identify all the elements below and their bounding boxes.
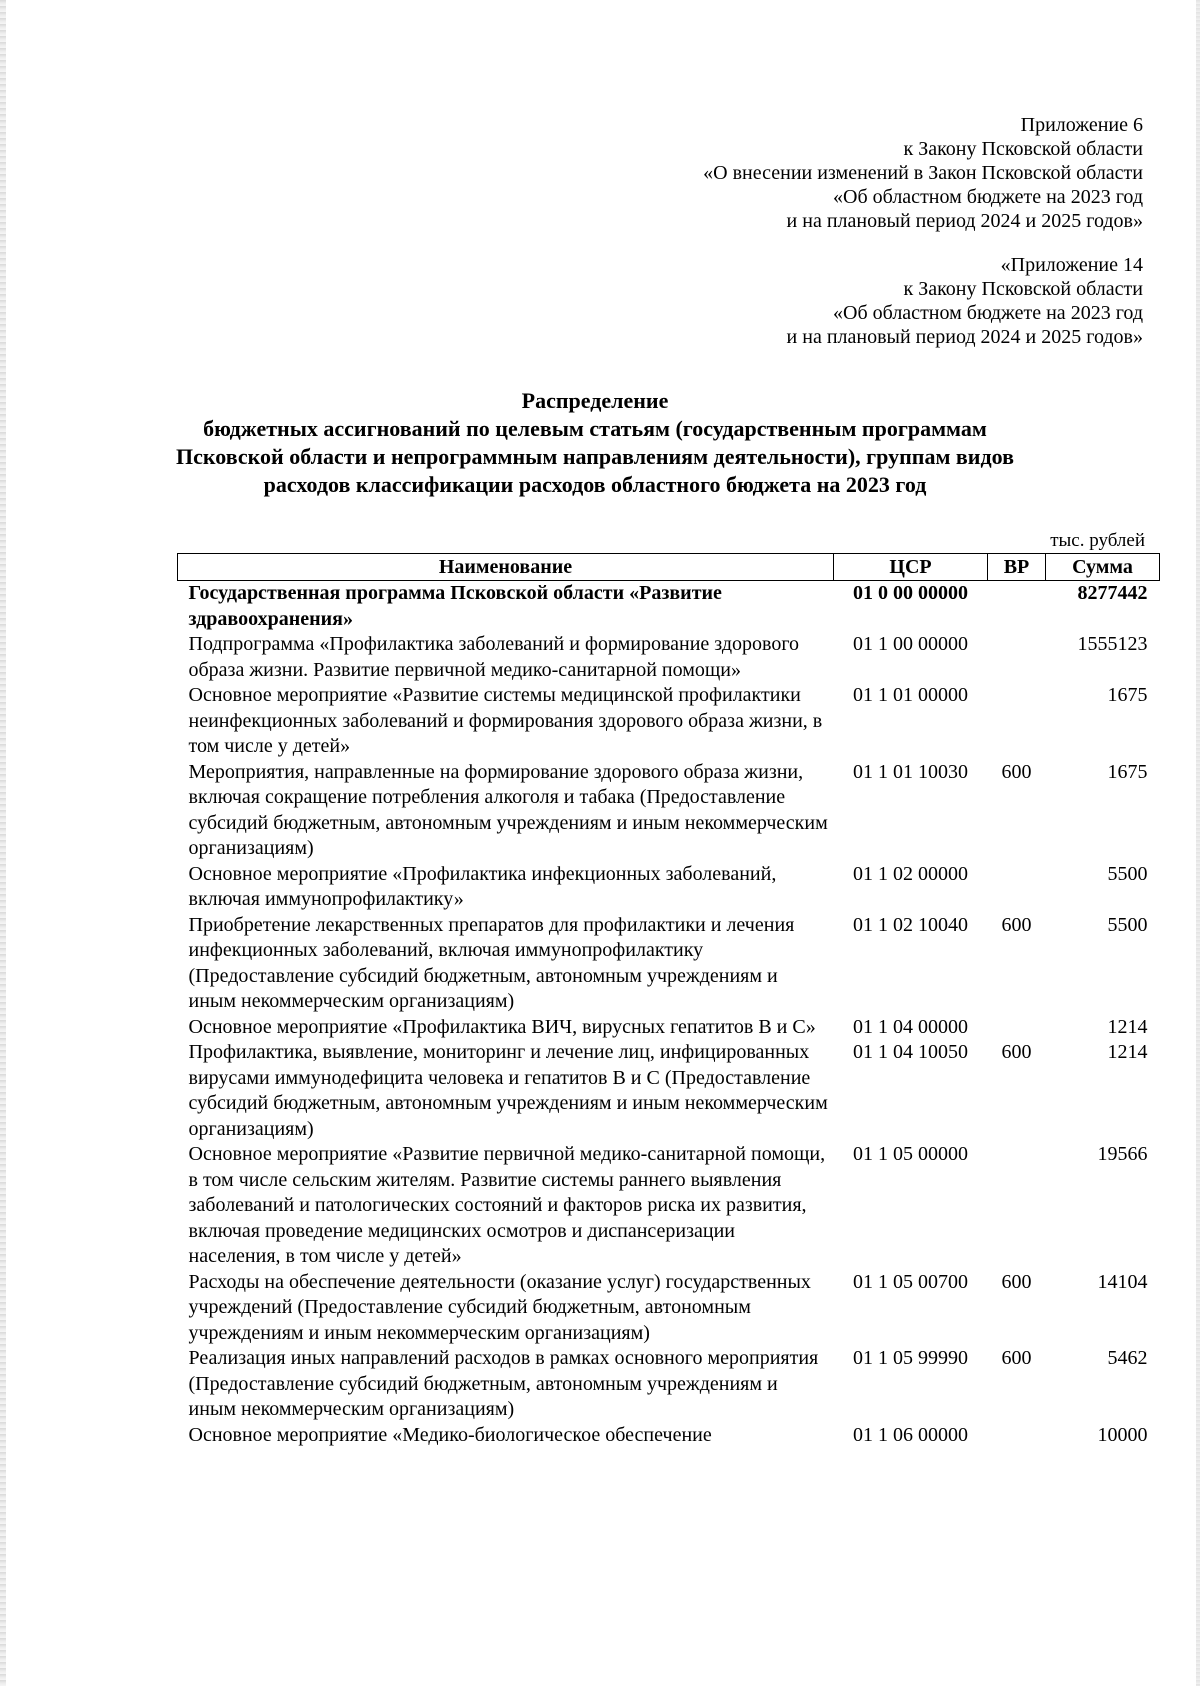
row-csr: 01 1 05 99990 xyxy=(853,1347,968,1369)
row-csr: 01 1 01 00000 xyxy=(853,684,968,706)
row-sum: 5500 xyxy=(1107,913,1148,936)
row-sum: 8277442 xyxy=(1077,582,1148,604)
row-sum: 1214 xyxy=(1107,1041,1148,1063)
table-body xyxy=(178,581,1160,1449)
row-csr: 01 1 04 10050 xyxy=(853,1041,968,1063)
row-sum: 1214 xyxy=(1107,1015,1148,1038)
appendix-line: и на плановый период 2024 и 2025 годов» xyxy=(786,210,1143,232)
header-csr: ЦСР xyxy=(834,554,988,581)
row-name: Приобретение лекарственных препаратов для профилактики и лечения инфекционных заболеваний, включая иммунопрофилактику (Предоставление субсидий бюджетным, автономным учреждениям и иным некоммерческим организациям) xyxy=(188,913,795,1012)
scan-edge-right xyxy=(1196,0,1200,1686)
row-name: Основное мероприятие «Профилактика инфекционных заболеваний, включая иммунопрофилактику» xyxy=(188,862,777,910)
row-name: Государственная программа Псковской области «Развитие здравоохранения» xyxy=(188,582,722,630)
row-vr xyxy=(988,1015,1046,1041)
title-line: Псковской области и непрограммным направлениям деятельности), группам видов xyxy=(176,444,1014,469)
table-row xyxy=(178,862,1160,913)
row-csr: 01 1 05 00700 xyxy=(853,1270,968,1293)
header-sum: Сумма xyxy=(1046,554,1160,581)
table-row xyxy=(178,1015,1160,1041)
row-name: Основное мероприятие «Медико-биологическое обеспечение xyxy=(188,1423,712,1446)
row-name: Основное мероприятие «Развитие первичной медико-санитарной помощи, в том числе сельским жителям. Развитие системы раннего выявления заболеваний и патологических состояний и факторов риска их развития, включая проведение медицинских осмотров и диспансеризации населения, в том числе у детей» xyxy=(188,1143,826,1267)
row-vr xyxy=(988,862,1046,913)
row-sum: 19566 xyxy=(1097,1143,1148,1165)
row-name: Расходы на обеспечение деятельности (оказание услуг) государственных учреждений (Предоставление субсидий бюджетным, автономным учреждениям и иным некоммерческим организациям) xyxy=(188,1270,811,1344)
appendix-header xyxy=(583,113,1143,233)
row-vr xyxy=(988,581,1046,633)
row-vr xyxy=(988,683,1046,760)
row-csr: 01 1 02 00000 xyxy=(853,862,968,885)
row-name: Реализация иных направлений расходов в рамках основного мероприятия (Предоставление субсидий бюджетным, автономным учреждениям и иным некоммерческим организациям) xyxy=(188,1347,819,1420)
row-sum: 5500 xyxy=(1107,862,1148,885)
title-line: расходов классификации расходов областного бюджета на 2023 год xyxy=(263,472,927,497)
appendix-line: к Закону Псковской области xyxy=(903,138,1143,160)
row-vr: 600 xyxy=(1001,1270,1032,1293)
original-appendix-line: и на плановый период 2024 и 2025 годов» xyxy=(786,326,1143,348)
appendix-line: «О внесении изменений в Закон Псковской области xyxy=(703,162,1143,184)
title-line: бюджетных ассигнований по целевым статьям (государственным программам xyxy=(203,416,987,441)
title-line: Распределение xyxy=(521,388,669,413)
document-title xyxy=(170,387,1020,499)
row-name: Основное мероприятие «Профилактика ВИЧ, вирусных гепатитов В и С» xyxy=(188,1015,816,1038)
table-row xyxy=(178,683,1160,760)
row-vr: 600 xyxy=(1001,1041,1032,1063)
header-vr: ВР xyxy=(988,554,1046,581)
scan-edge-left xyxy=(0,0,6,1686)
table-row xyxy=(178,632,1160,683)
row-sum: 1675 xyxy=(1107,684,1148,706)
appendix-line: Приложение 6 xyxy=(1020,114,1143,136)
appendix-line: «Об областном бюджете на 2023 год xyxy=(833,186,1143,208)
budget-table xyxy=(177,553,1160,1448)
row-name: Профилактика, выявление, мониторинг и лечение лиц, инфицированных вирусами иммунодефицита человека и гепатитов В и С (Предоставление субсидий бюджетным, автономным учреждениям и иным некоммерческим организациям) xyxy=(188,1041,828,1140)
row-csr: 01 1 02 10040 xyxy=(853,913,968,936)
row-vr xyxy=(988,1142,1046,1270)
row-vr: 600 xyxy=(1001,760,1032,783)
table-row xyxy=(178,760,1160,862)
table-row xyxy=(178,1270,1160,1347)
table-row xyxy=(178,1346,1160,1423)
row-vr: 600 xyxy=(1001,1347,1032,1369)
row-vr xyxy=(988,632,1046,683)
row-name: Подпрограмма «Профилактика заболеваний и формирование здорового образа жизни. Развитие первичной медико-санитарной помощи» xyxy=(188,633,800,681)
row-csr: 01 1 04 00000 xyxy=(853,1015,968,1038)
row-name: Мероприятия, направленные на формирование здорового образа жизни, включая сокращение потребления алкоголя и табака (Предоставление субсидий бюджетным, автономным учреждениям и иным некоммерческим организациям) xyxy=(188,760,828,859)
table-row xyxy=(178,1040,1160,1142)
table-row xyxy=(178,913,1160,1015)
row-csr: 01 1 00 00000 xyxy=(853,633,968,655)
header-name: Наименование xyxy=(178,554,834,581)
row-vr: 600 xyxy=(1001,913,1032,936)
row-sum: 1555123 xyxy=(1077,633,1148,655)
table-row xyxy=(178,1423,1160,1449)
original-appendix-line: «Приложение 14 xyxy=(1000,254,1143,276)
table-row xyxy=(178,1142,1160,1270)
row-sum: 10000 xyxy=(1097,1423,1148,1446)
row-name: Основное мероприятие «Развитие системы медицинской профилактики неинфекционных заболеваний и формирования здорового образа жизни, в том числе у детей» xyxy=(188,684,823,757)
row-sum: 14104 xyxy=(1097,1270,1148,1293)
row-csr: 01 1 01 10030 xyxy=(853,760,968,783)
units-label: тыс. рублей xyxy=(1050,530,1145,551)
row-csr: 01 0 00 00000 xyxy=(853,582,968,604)
table-row xyxy=(178,581,1160,633)
row-sum: 1675 xyxy=(1107,760,1148,783)
row-csr: 01 1 06 00000 xyxy=(853,1423,968,1446)
original-appendix-line: «Об областном бюджете на 2023 год xyxy=(833,302,1143,324)
row-csr: 01 1 05 00000 xyxy=(853,1143,968,1165)
original-appendix-line: к Закону Псковской области xyxy=(903,278,1143,300)
row-vr xyxy=(988,1423,1046,1449)
row-sum: 5462 xyxy=(1107,1347,1148,1369)
original-appendix-header xyxy=(583,253,1143,349)
table-header-row xyxy=(178,554,1160,581)
